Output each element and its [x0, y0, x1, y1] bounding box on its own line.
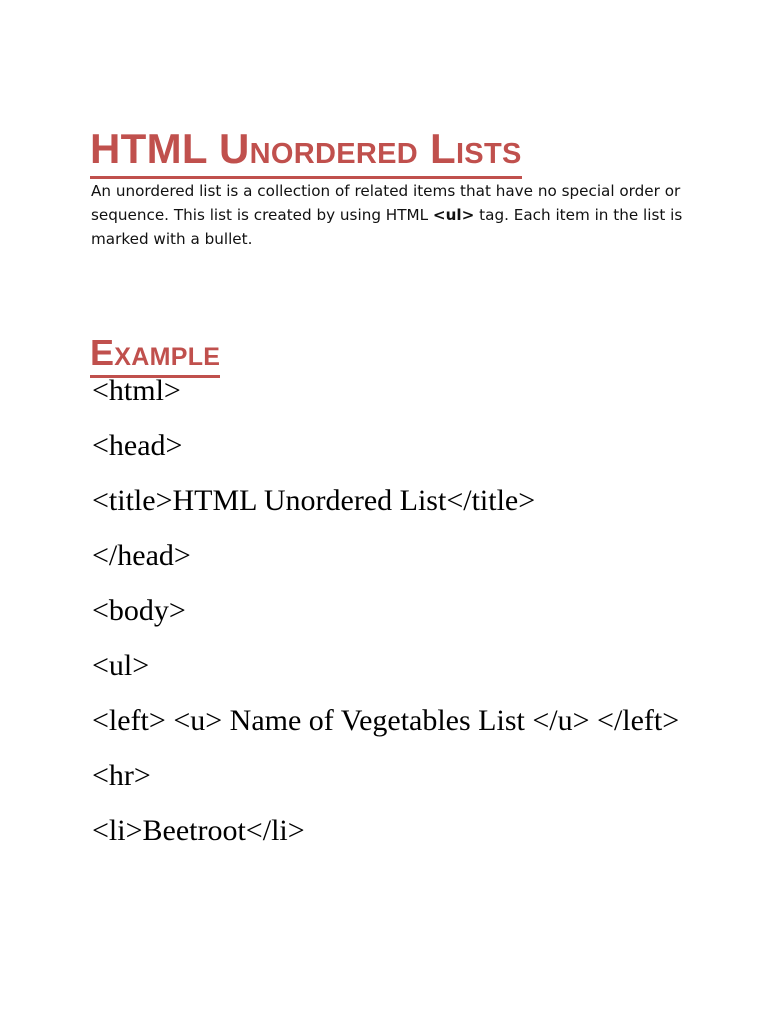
code-line-head: <head>: [92, 429, 183, 462]
intro-text-after: tag. Each item in the list is marked with a bullet.: [91, 206, 683, 248]
code-line-body: <body>: [92, 594, 186, 627]
code-line-hr: <hr>: [92, 759, 151, 792]
page-title: HTML Unordered Lists: [90, 128, 522, 179]
example-heading: Example: [90, 335, 220, 378]
intro-text-before: An unordered list is a collection of related items that have no special order or sequence. This list is created by using HTML: [91, 182, 681, 224]
code-line-head-close: </head>: [92, 539, 191, 572]
code-line-html: <html>: [92, 374, 181, 407]
code-line-li: <li>Beetroot</li>: [92, 814, 305, 847]
intro-ul-tag: <ul>: [432, 206, 475, 224]
code-line-ul: <ul>: [92, 649, 150, 682]
code-example: [92, 369, 692, 864]
intro-paragraph: [91, 179, 691, 251]
code-line-left: <left> <u> Name of Vegetables List </u> </left>: [92, 704, 680, 737]
code-line-title: <title>HTML Unordered List</title>: [92, 484, 536, 517]
